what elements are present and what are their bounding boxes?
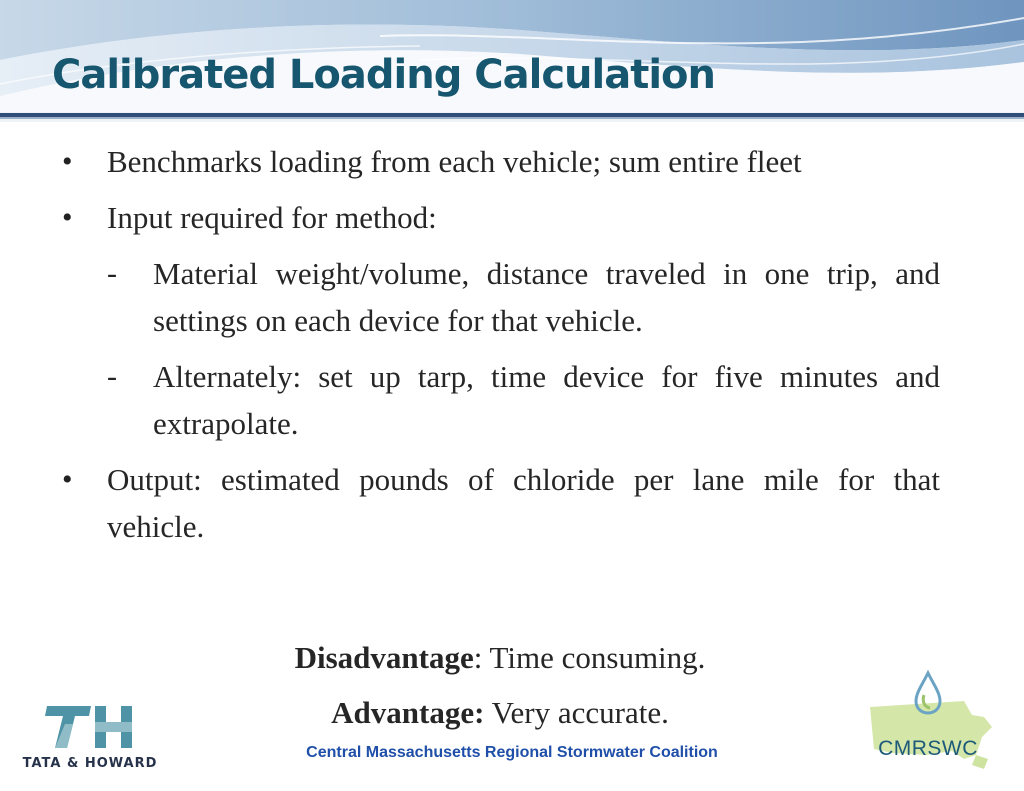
bullet-item [62,194,940,241]
sub-bullet-text: Alternately: set up tarp, time device for five minutes and extrapolate. [153,359,940,441]
disadvantage-separator: : [473,640,483,675]
bullet-text: Benchmarks loading from each vehicle; sum entire fleet [107,144,802,179]
disadvantage-label: Disadvantage [294,640,474,675]
advantage-text: Very accurate. [484,695,669,730]
footer-organization: Central Massachusetts Regional Stormwater Coalition [306,744,718,761]
tata-howard-th-icon [43,702,139,752]
bullet-marker: • [62,145,73,178]
bullet-marker: • [62,463,73,496]
tata-howard-logo [17,692,163,782]
bullet-text: Output: estimated pounds of chloride per lane mile for that vehicle. [107,462,940,544]
bullet-item [62,456,940,550]
sub-bullet-text: Material weight/volume, distance traveled in one trip, and settings on each device for that vehicle. [153,256,940,338]
disadvantage-text: Time consuming. [482,640,706,675]
sub-bullet-item [62,250,940,344]
bullet-list [62,138,940,559]
sub-bullet-item [62,353,940,447]
bullet-marker: • [62,201,73,234]
sub-bullet-marker: - [107,257,117,290]
bullet-item [62,138,940,185]
cmrswc-wordmark: CMRSWC [878,737,978,760]
header-banner [0,0,1024,122]
slide-title: Calibrated Loading Calculation [52,52,716,98]
massachusetts-map-icon [852,667,1004,779]
cmrswc-logo [852,667,1004,779]
tata-howard-wordmark: TATA & HOWARD [22,756,158,771]
disadvantage-line [0,640,1000,676]
bullet-text: Input required for method: [107,200,437,235]
header-rule [0,113,1024,117]
advantage-label: Advantage: [331,695,485,730]
sub-bullet-marker: - [107,360,117,393]
